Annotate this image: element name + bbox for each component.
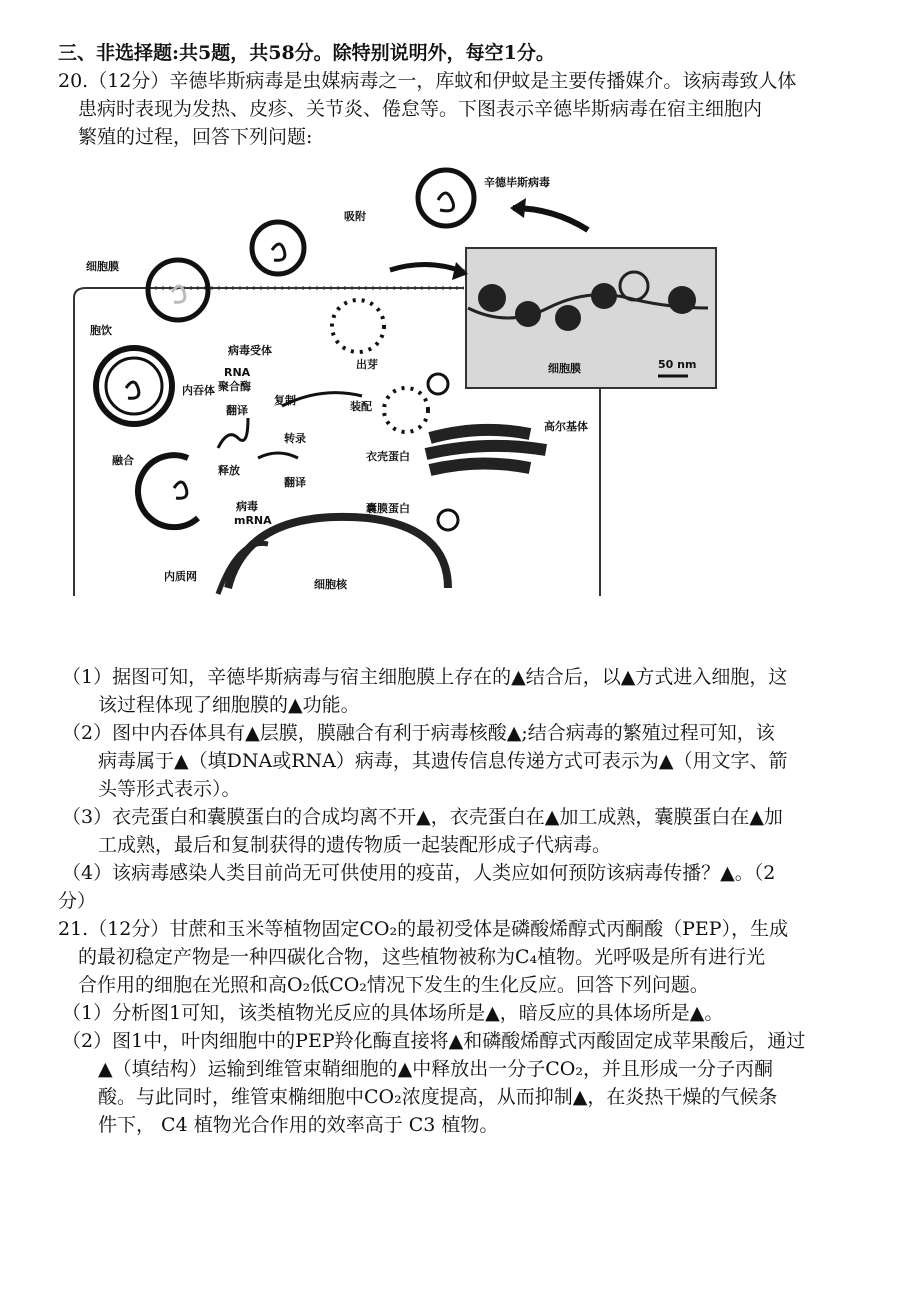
fused-vesicle [138,455,198,527]
label-budding: 出芽 [356,358,378,371]
section-title: 三、非选择题:共5题，共58分。除特别说明外，每空1分。 [58,42,555,64]
q21-2-line-1: （2）图1中，叶肉细胞中的PEP羚化酶直接将▲和磷酸烯醇式丙酸固定成苹果酸后，通过 [62,1030,806,1052]
q20-2-line-2: 病毒属于▲（填DNA或RNA）病毒，其遗传信息传递方式可表示为▲（用文字、箭 [98,750,788,772]
label-endosome: 内吞体 [182,384,215,397]
label-assemble: 装配 [350,400,372,413]
q20-2-line-1: （2）图中内吞体具有▲层膜，膜融合有利于病毒核酸▲;结合病毒的繁殖过程可知，该 [62,722,775,744]
label-release: 释放 [218,464,240,477]
q20-1-line-1: （1）据图可知，辛德毕斯病毒与宿主细胞膜上存在的▲结合后，以▲方式进入细胞，这 [62,666,788,688]
q20-3-line-1: （3）衣壳蛋白和囊膜蛋白的合成均离不开▲，衣壳蛋白在▲加工成熟，囊膜蛋白在▲加 [62,806,783,828]
label-fusion: 融合 [112,454,134,467]
label-viral-mrna-2: mRNA [234,514,272,527]
budding-virus [332,300,384,352]
q21-2-line-3: 酸。与此同时，维管束椭细胞中CO₂浓度提高，从而抑制▲，在炎热干燥的气候条 [98,1086,778,1108]
q20-line-1: 20.（12分）辛德毕斯病毒是虫媒病毒之一，库蚊和伊蚊是主要传播媒介。该病毒致人体 [58,70,797,92]
label-translate-2: 翻译 [284,476,306,489]
label-translate-1: 翻译 [226,404,248,417]
label-rna-1: RNA [224,366,251,379]
q20-3-line-2: 工成熟，最后和复制获得的遗传物质一起装配形成子代病毒。 [98,834,612,856]
label-nucleus: 细胞核 [314,578,347,591]
q21-2-line-2: ▲（填结构）运输到维管束鞘细胞的▲中释放出一分子CO₂，并且形成一分子丙酮 [98,1058,773,1080]
q20-line-3: 繁殖的过程，回答下列问题: [78,126,313,148]
q21-2-line-4: 件下， C4 植物光合作用的效率高于 C3 植物。 [98,1114,499,1136]
endosome [96,348,172,424]
q20-2-line-3: 头等形式表示）。 [98,778,241,800]
q21-line-1: 21.（12分）甘蔗和玉米等植物固定CO₂的最初受体是磷酸烯醇式丙酮酸（PEP），生成 [58,918,789,940]
q21-1-line-1: （1）分析图1可知，该类植物光反应的具体场所是▲，暗反应的具体场所是▲。 [62,1002,724,1024]
label-transcribe: 转录 [284,432,306,445]
label-capsid: 衣壳蛋白 [366,450,410,463]
label-golgi: 高尔基体 [544,420,588,433]
q20-line-2: 患病时表现为发热、皮疹、关节炎、倦怠等。下图表示辛德毕斯病毒在宿主细胞内 [78,98,763,120]
adsorbing-virus [252,222,304,274]
label-receptor: 病毒受体 [228,344,272,357]
golgi [426,430,546,470]
q20-4-line-2: 分） [58,890,97,912]
q20-1-line-2: 该过程体现了细胞膜的▲功能。 [98,694,360,716]
label-replicate: 复制 [274,394,296,407]
label-adsorb: 吸附 [344,210,366,223]
label-rna-2: 聚合酶 [218,380,251,393]
virus-replication-figure [68,148,740,596]
label-cell-membrane: 细胞膜 [86,260,119,273]
label-pinocytosis: 胞饮 [90,324,112,337]
assembling-virus [384,388,428,432]
free-virus [418,170,474,226]
label-er: 内质网 [164,570,197,583]
label-viral-mrna-1: 病毒 [236,500,258,513]
q20-4-line-1: （4）该病毒感染人类目前尚无可供使用的疫苗，人类应如何预防该病毒传播？▲。（2 [62,862,776,884]
q21-line-2: 的最初稳定产物是一种四碳化合物，这些植物被称为C₄植物。光呼吸是所有进行光 [78,946,766,968]
label-virus: 辛德毕斯病毒 [484,176,550,189]
label-envelope: 囊膜蛋白 [366,502,410,515]
q21-line-3: 合作用的细胞在光照和高O₂低CO₂情况下发生的生化反应。回答下列问题。 [78,974,709,996]
endocytosing-virus [148,260,208,320]
label-scale: 50 nm [658,358,697,371]
label-em-membrane: 细胞膜 [548,362,581,375]
